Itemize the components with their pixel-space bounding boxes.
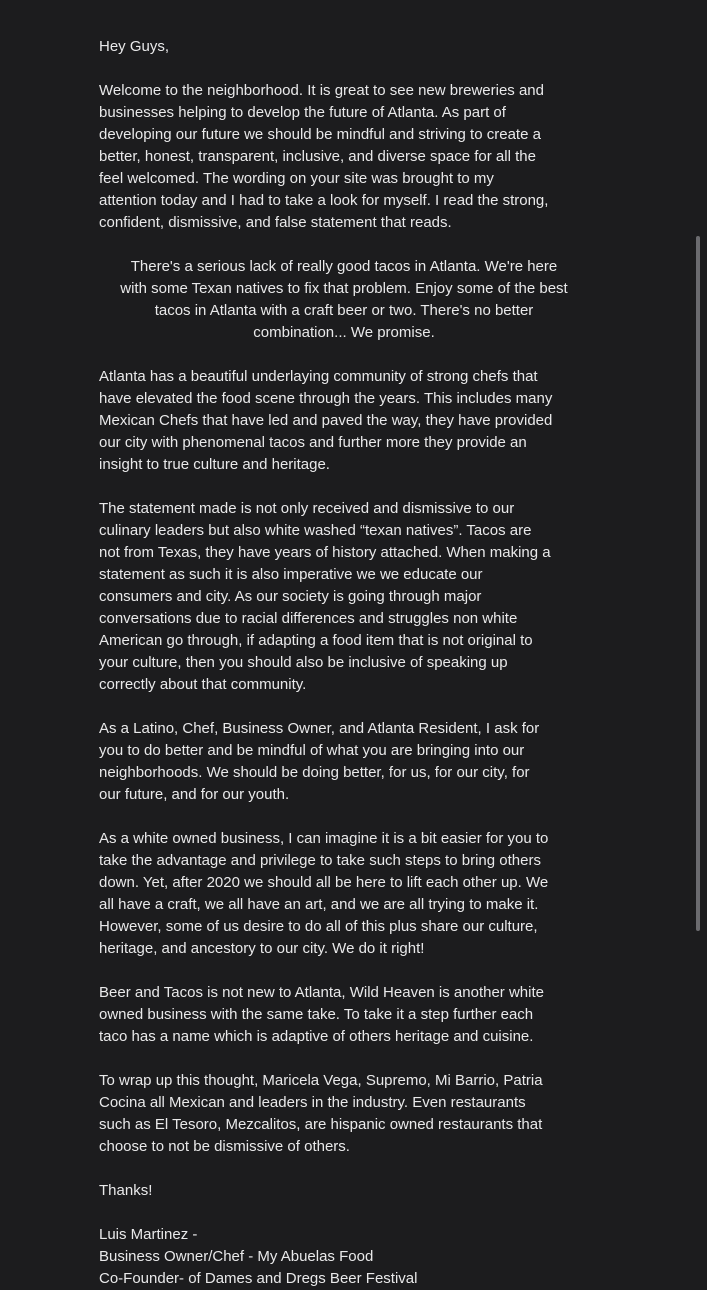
closing: Thanks! <box>99 1182 153 1199</box>
quoted-statement: There's a serious lack of really good tacos in Atlanta. We're here with some Texan natives to fix that problem. Enjoy some of the best tacos in Atlanta with a craft beer or two. There's no better combination... We promise. <box>120 258 568 341</box>
paragraph-community: Atlanta has a beautiful underlaying community of strong chefs that have elevated the food scene through the years. This includes many Mexican Chefs that have led and paved the way, they have provided our city with phenomenal tacos and further more they provide an insight to true culture and heritage. <box>99 368 553 473</box>
vertical-scrollbar[interactable] <box>696 236 700 931</box>
paragraph-statement: The statement made is not only received and dismissive to our culinary leaders but also white washed “texan natives”. Tacos are not from Texas, they have years of history attached. When making a statement as such it is also imperative we we educate our consumers and city. As our society is going through major conversations due to racial differences and struggles non white American go through, if adapting a food item that is not original to your culture, then you should also be inclusive of speaking up correctly about that community. <box>99 500 551 693</box>
paragraph-request: As a Latino, Chef, Business Owner, and Atlanta Resident, I ask for you to do better and be mindful of what you are bringing into our neighborhoods. We should be doing better, for us, for our city, for our future, and for our youth. <box>99 720 540 803</box>
paragraph-welcome: Welcome to the neighborhood. It is great to see new breweries and businesses helping to develop the future of Atlanta. As part of developing our future we should be mindful and striving to create a better, honest, transparent, inclusive, and diverse space for all the feel welcomed. The wording on your site was brought to my attention today and I had to take a look for myself. I read the strong, confident, dismissive, and false statement that reads. <box>99 82 549 231</box>
paragraph-beer-tacos: Beer and Tacos is not new to Atlanta, Wild Heaven is another white owned business with the same take. To take it a step further each taco has a name which is adaptive of others heritage and cuisine. <box>99 984 544 1045</box>
paragraph-wrap-up: To wrap up this thought, Maricela Vega, Supremo, Mi Barrio, Patria Cocina all Mexican and leaders in the industry. Even restaurants such as El Tesoro, Mezcalitos, are hispanic owned restaurants that choose to not be dismissive of others. <box>99 1072 543 1155</box>
greeting: Hey Guys, <box>99 38 170 55</box>
letter-body <box>99 36 589 1290</box>
paragraph-privilege: As a white owned business, I can imagine it is a bit easier for you to take the advantage and privilege to take such steps to bring others down. Yet, after 2020 we should all be here to lift each other up. We all have a craft, we all have an art, and we are all trying to make it. However, some of us desire to do all of this plus share our culture, heritage, and ancestory to our city. We do it right! <box>99 830 549 957</box>
signature: Luis Martinez - Business Owner/Chef - My Abuelas Food Co-Founder- of Dames and Dregs Beer Festival <box>99 1226 418 1287</box>
